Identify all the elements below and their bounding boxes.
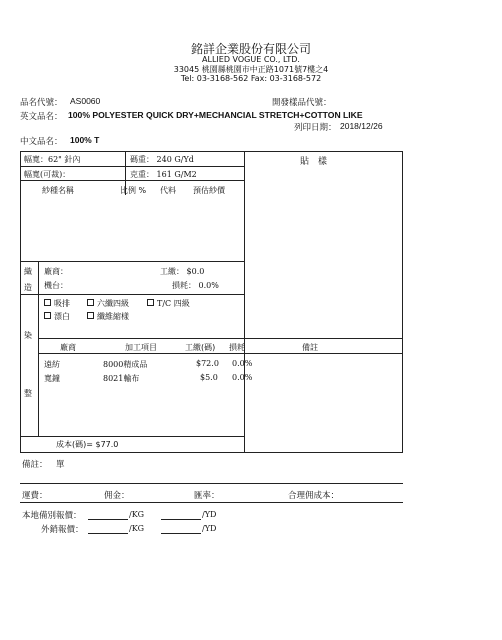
checkbox-bleach[interactable] — [44, 312, 51, 319]
divider — [38, 261, 39, 437]
remarks-value: 單 — [56, 460, 65, 470]
usable-width-spec: 幅寬(可裁)： — [24, 170, 71, 179]
local-price-yd-field[interactable] — [161, 519, 201, 520]
divider — [20, 166, 244, 167]
remarks-label: 備註： — [22, 460, 48, 470]
divider — [20, 180, 244, 181]
checkbox-wicking[interactable] — [44, 299, 51, 306]
company-name-zh: 銘詳企業股份有限公司 — [190, 42, 311, 56]
export-unit-kg: /KG — [129, 524, 145, 533]
table-top-border — [20, 151, 403, 152]
gsm-spec: 克重： 161 G/M2 — [130, 170, 197, 179]
dyeing-side-label-2: 整 — [24, 389, 32, 398]
divider — [20, 294, 244, 295]
company-name-en: ALLIED VOGUE CO., LTD. — [202, 55, 300, 64]
check-label-bleach: 漂白 — [54, 312, 70, 321]
divider — [20, 502, 403, 503]
checkbox-six-fiber[interactable] — [87, 299, 94, 306]
divider — [20, 436, 244, 437]
dye-col-cost: 工繳(碼) — [185, 343, 216, 352]
export-price-yd-field[interactable] — [161, 533, 201, 534]
company-contact: Tel: 03-3168-562 Fax: 03-3168-572 — [180, 74, 322, 83]
export-price-kg-field[interactable] — [88, 533, 128, 534]
freight-label: 運費： — [22, 491, 48, 501]
local-price-kg-field[interactable] — [88, 519, 128, 520]
weaving-machine-label: 機台： — [44, 281, 68, 290]
dye-row-2-process: 8021輸布 — [103, 374, 140, 383]
divider — [38, 353, 403, 354]
divider — [38, 338, 403, 339]
yarn-col-ratio: 比例 % — [120, 186, 147, 195]
check-label-wicking: 吸排 — [54, 299, 70, 308]
weight-spec: 碼重： 240 G/Yd — [130, 155, 194, 164]
dye-row-1-vendor: 遠紡 — [44, 360, 60, 369]
zh-name: 100% T — [70, 135, 100, 145]
weaving-vendor-label: 廠商： — [44, 267, 68, 276]
dye-col-loss: 損耗 — [229, 343, 245, 352]
export-unit-yd: /YD — [202, 524, 217, 533]
table-left-border — [20, 151, 21, 452]
local-unit-yd: /YD — [202, 510, 217, 519]
dye-row-2-vendor: 寬鐘 — [44, 374, 60, 383]
dye-row-2-loss: 0.0% — [232, 373, 253, 382]
divider — [20, 261, 244, 262]
width-spec: 幅寬：62" 針內 — [24, 155, 81, 164]
en-name: 100% POLYESTER QUICK DRY+MECHANCIAL STRETCH+COTTON LIKE — [68, 110, 363, 120]
check-label-tc: T/C 四級 — [157, 299, 190, 308]
dye-col-process: 加工項目 — [125, 343, 157, 352]
checkbox-shrink[interactable] — [87, 312, 94, 319]
local-unit-kg: /KG — [129, 510, 145, 519]
print-date-label: 列印日期： — [294, 123, 337, 133]
reasonable-cost-label: 合理佣成本： — [288, 491, 340, 501]
zh-name-label: 中文品名： — [20, 137, 63, 147]
dev-code-label: 開發樣品代號： — [272, 98, 332, 108]
check-label-six-fiber: 六纖四級 — [97, 299, 129, 308]
weaving-loss: 損耗： 0.0% — [172, 281, 219, 290]
dye-row-2-cost: $5.0 — [200, 373, 218, 382]
export-price-label: 外銷報價： — [41, 525, 84, 535]
print-date: 2018/12/26 — [340, 121, 383, 131]
unit-cost-total: 成本(碼)= $77.0 — [56, 440, 119, 449]
local-price-label: 本地備別報價： — [22, 511, 82, 521]
yarn-col-price: 預估紗價 — [193, 186, 225, 195]
en-name-label: 英文品名： — [20, 112, 63, 122]
weaving-side-label-2: 造 — [24, 283, 32, 292]
dye-col-vendor: 廠商 — [60, 343, 76, 352]
table-right-border — [402, 151, 403, 452]
divider — [20, 483, 403, 484]
dye-col-note: 備註 — [302, 343, 318, 352]
check-label-shrink: 纖維縮樣 — [97, 312, 129, 321]
commission-label: 佣金： — [104, 491, 130, 501]
yarn-col-name: 紗種名稱 — [42, 186, 74, 195]
sample-area-label: 貼 樣 — [300, 157, 328, 167]
dye-row-1-loss: 0.0% — [232, 359, 253, 368]
product-code: AS0060 — [70, 96, 101, 106]
dye-row-1-cost: $72.0 — [196, 359, 219, 368]
checkbox-tc[interactable] — [147, 299, 154, 306]
exchange-label: 匯率： — [194, 491, 220, 501]
weaving-cost: 工繳： $0.0 — [160, 267, 205, 276]
dyeing-side-label-1: 染 — [24, 331, 32, 340]
product-code-label: 品名代號： — [20, 98, 63, 108]
company-address: 33045 桃園縣桃園市中正路1071號7樓之4 — [173, 65, 329, 74]
dye-row-1-process: 8000精成品 — [103, 360, 148, 369]
divider — [244, 151, 245, 452]
divider — [20, 452, 403, 453]
weaving-side-label-1: 織 — [24, 267, 32, 276]
yarn-col-sub: 代料 — [160, 186, 176, 195]
